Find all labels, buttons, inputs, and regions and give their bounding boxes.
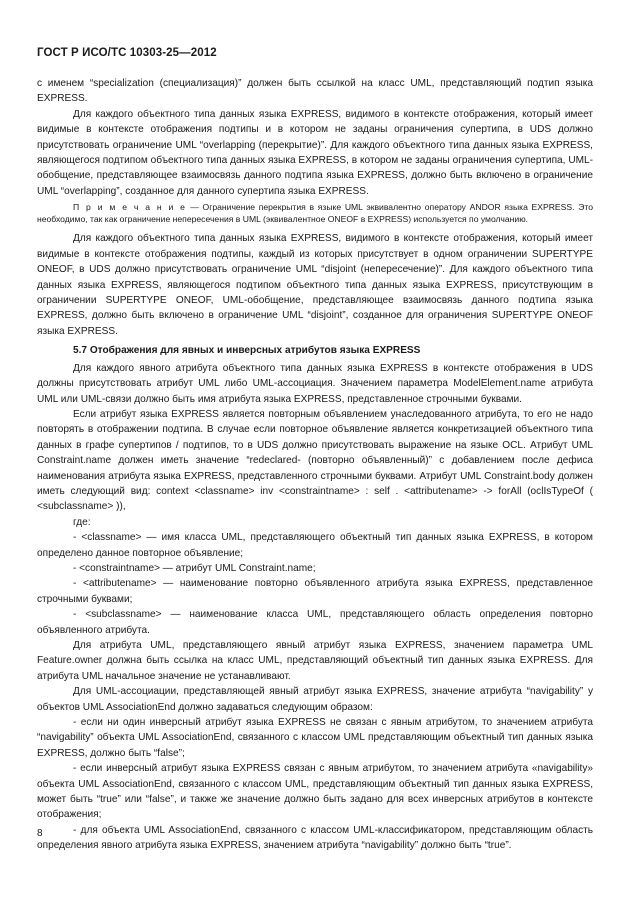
list-item: - если ни один инверсный атрибут языка EXPRESS не связан с явным атрибутом, то значением атрибута “navigability” объекта UML AssociationEnd, связанного с классом UML представляющим объектный тип данных языка EXPRESS, должно быть “false”;: [37, 717, 593, 759]
paragraph: Для UML-ассоциации, представляющей явный атрибут языка EXPRESS, значение атрибута “navigability” у объектов UML AssociationEnd должно задаваться следующим образом:: [37, 686, 593, 713]
paragraph: Для каждого объектного типа данных языка EXPRESS, видимого в контексте отображения, который имеет видимые в контексте отображения подтипы и в котором не заданы ограничения супертипа, в UDS должно присутствовать ограничение UML “overlapping (перекрытие)”. Для каждого объектного типа данных языка EXPRESS, являющегося подтипом объектного типа данных языка EXPRESS, в котором не заданы ограничения супертипа, UML-обобщение, представляющее взаимосвязь данного подтипа языка EXPRESS, должно быть включено в ограничение UML “overlapping”, созданное для данного супертипа языка EXPRESS.: [37, 108, 593, 197]
paragraph: Для каждого объектного типа данных языка EXPRESS, видимого в контексте отображения, который имеет видимые в контексте отображения подтипы, каждый из которых присутствует в одном ограничении SUPERTYPE ONEOF, в UDS должно присутствовать ограничение UML “disjoint (непересечение)”. Для каждого объектного типа данных языка EXPRESS, являющегося подтипом объектного типа данных языка EXPRESS, присутствующим в ограничении SUPERTYPE ONEOF, UML-обобщение, представляющее взаимосвязь данного подтипа языка EXPRESS, должно быть включено в ограничение UML “disjoint”, созданное для ограничения SUPERTYPE ONEOF языка EXPRESS.: [37, 233, 593, 337]
section-heading: 5.7 Отображения для явных и инверсных атрибутов языка EXPRESS: [73, 345, 421, 357]
where-label: где:: [73, 516, 91, 528]
document-header: ГОСТ Р ИСО/ТС 10303-25—2012: [37, 47, 217, 59]
note-label: П р и м е ч а н и е: [73, 202, 187, 213]
list-item: - <classname> — имя класса UML, представляющего объектный тип данных языка EXPRESS, в котором определено данное повторное объявление;: [37, 532, 593, 559]
page-number: 8: [37, 828, 43, 839]
paragraph: Для каждого явного атрибута объектного типа данных языка EXPRESS в контексте отображения в UDS должны присутствовать атрибут UML либо UML-ассоциация. Значением параметра ModelElement.name атрибута UML или UML-связи должно быть имя атрибута языка EXPRESS, представленное строчными буквами.: [37, 362, 593, 405]
paragraph: Если атрибут языка EXPRESS является повторным объявлением унаследованного атрибута, то его не надо повторять в отображении подтипа. В случае если повторное объявление является конкретизацией объектного типа данных в графе супертипов / подтипов, то в UDS должно присутствовать выражение на языке OCL. Атрибут UML Constraint.name должен иметь значение “redeclared- (повторно объявленный)” с добавлением после дефиса наименования атрибута языка EXPRESS, представленного строчными буквами. Атрибут UML Constraint.body должен иметь следующий вид: context <classname> inv <constraintname> : self . <attributename> -> forAll (oclIsTypeOf ( <subclassname> )),: [37, 408, 593, 513]
note-text: — Ограничение перекрытия в языке UML эквивалентно оператору ANDOR языка EXPRESS. Это необходимо, так как ограничение непересечения в UML (эквивалентное ONEOF в EXPRESS) используется по умолчанию.: [37, 202, 593, 224]
paragraph: с именем “specialization (специализация)” должен быть ссылкой на класс UML, представляющий подтип языка EXPRESS.: [37, 78, 593, 105]
note: [37, 202, 593, 225]
paragraph: Для атрибута UML, представляющего явный атрибут языка EXPRESS, значением параметра UML Feature.owner должна быть ссылка на класс UML, представляющий объектный тип данных языка EXPRESS. Для атрибута UML начальное значение не устанавливают.: [37, 640, 593, 682]
list-item: - <attributename> — наименование повторно объявленного атрибута языка EXPRESS, представленное строчными буквами;: [37, 578, 593, 605]
list-item: - если инверсный атрибут языка EXPRESS связан с явным атрибутом, то значением атрибута «navigability» объекта UML AssociationEnd, связанного с классом UML, представляющим объектный тип данных языка EXPRESS, может быть “true” или “false”, и также же значение должно быть задано для всех инверсных атрибутов в контексте отображения;: [37, 763, 593, 821]
list-item: - <subclassname> — наименование класса UML, представляющего область определения повторно объявленного атрибута.: [37, 609, 593, 636]
list-item: - <constraintname> — атрибут UML Constraint.name;: [73, 562, 316, 574]
list-item: - для объекта UML AssociationEnd, связанного с классом UML-классификатором, представляющим область определения явного атрибута языка EXPRESS, значением атрибута “navigability” должно быть “true”.: [37, 824, 593, 852]
document-body: [37, 76, 593, 854]
